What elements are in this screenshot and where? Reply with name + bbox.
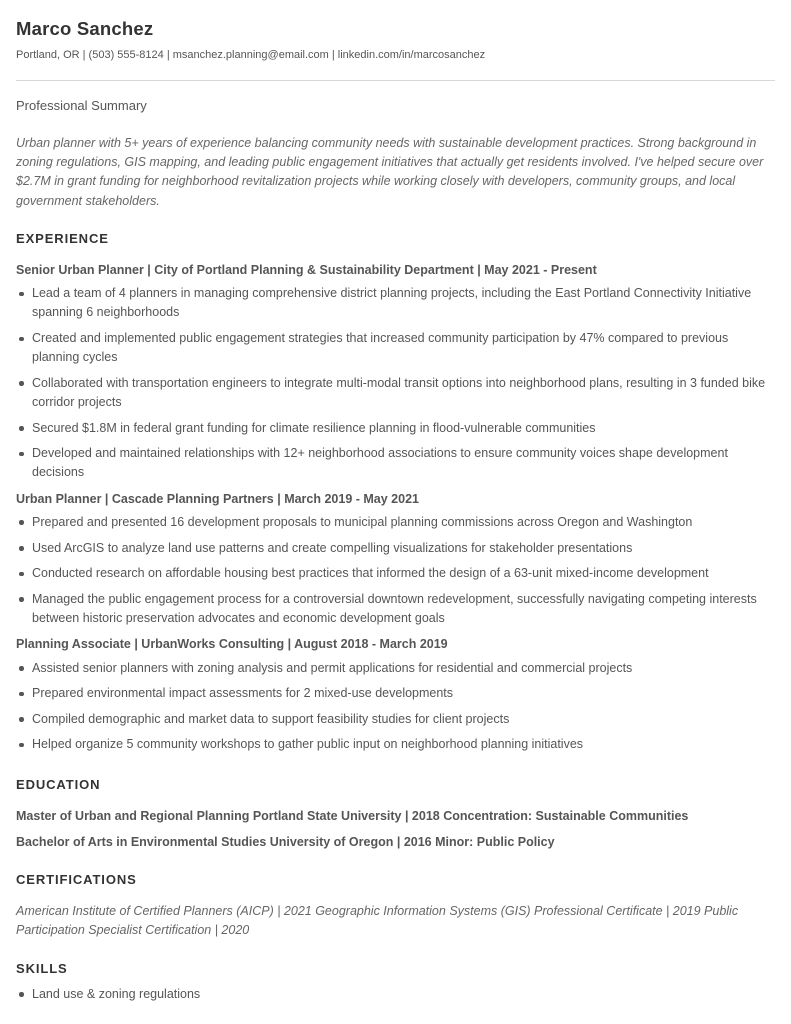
list-item: Developed and maintained relationships with 12+ neighborhood associations to ensure community voices shape development decisions bbox=[16, 444, 775, 482]
list-item: Compiled demographic and market data to support feasibility studies for client projects bbox=[16, 710, 775, 729]
skills-list bbox=[16, 985, 775, 1004]
education-item: Master of Urban and Regional Planning Portland State University | 2018 Concentration: Sustainable Communities bbox=[16, 808, 689, 823]
list-item: Lead a team of 4 planners in managing comprehensive district planning projects, including the East Portland Connectivity Initiative spanning 6 neighborhoods bbox=[16, 284, 775, 322]
job-bullets bbox=[16, 659, 775, 755]
job-heading: Planning Associate | UrbanWorks Consulting | August 2018 - March 2019 bbox=[16, 637, 448, 652]
contact-info: Portland, OR | (503) 555-8124 | msanchez.planning@email.com | linkedin.com/in/marcosanchez bbox=[16, 49, 486, 61]
job-urban-planner bbox=[16, 491, 775, 629]
education-item: Bachelor of Arts in Environmental Studies University of Oregon | 2016 Minor: Public Policy bbox=[16, 834, 555, 849]
job-senior-urban-planner bbox=[16, 262, 775, 483]
job-bullets bbox=[16, 284, 775, 482]
certifications-text: American Institute of Certified Planners (AICP) | 2021 Geographic Information Systems (GIS) Professional Certificate | 2019 Public Participation Specialist Certification | 2020 bbox=[16, 903, 739, 937]
list-item: Conducted research on affordable housing best practices that informed the design of a 63-unit mixed-income development bbox=[16, 564, 775, 583]
certifications-section-title: CERTIFICATIONS bbox=[16, 871, 137, 887]
list-item: Prepared environmental impact assessments for 2 mixed-use developments bbox=[16, 684, 775, 703]
list-item: Land use & zoning regulations bbox=[16, 985, 775, 1004]
list-item: Assisted senior planners with zoning analysis and permit applications for residential and commercial projects bbox=[16, 659, 775, 678]
education-section-title: EDUCATION bbox=[16, 776, 101, 792]
skills-section-title: SKILLS bbox=[16, 960, 68, 976]
job-bullets bbox=[16, 513, 775, 628]
candidate-name: Marco Sanchez bbox=[16, 18, 154, 39]
job-heading: Urban Planner | Cascade Planning Partners | March 2019 - May 2021 bbox=[16, 491, 419, 506]
list-item: Helped organize 5 community workshops to gather public input on neighborhood planning initiatives bbox=[16, 735, 775, 754]
list-item: Prepared and presented 16 development proposals to municipal planning commissions across Oregon and Washington bbox=[16, 513, 775, 532]
list-item: Secured $1.8M in federal grant funding for climate resilience planning in flood-vulnerable communities bbox=[16, 419, 775, 438]
job-heading: Senior Urban Planner | City of Portland Planning & Sustainability Department | May 2021 - Present bbox=[16, 262, 597, 277]
job-planning-associate bbox=[16, 636, 775, 754]
list-item: Collaborated with transportation engineers to integrate multi-modal transit options into neighborhood plans, resulting in 3 funded bike corridor projects bbox=[16, 374, 775, 412]
list-item: Created and implemented public engagement strategies that increased community participation by 47% compared to previous planning cycles bbox=[16, 329, 775, 367]
summary-title: Professional Summary bbox=[16, 98, 147, 113]
header-divider bbox=[16, 80, 775, 81]
list-item: Used ArcGIS to analyze land use patterns and create compelling visualizations for stakeholder presentations bbox=[16, 539, 775, 558]
experience-section-title: EXPERIENCE bbox=[16, 230, 109, 246]
summary-text: Urban planner with 5+ years of experience balancing community needs with sustainable development practices. Strong background in zoning regulations, GIS mapping, and leading public engagement initiatives that actually get residents involved. I've helped secure over $2.7M in grant funding for neighborhood revitalization projects while working closely with developers, community groups, and local government stakeholders. bbox=[16, 136, 764, 208]
list-item: Managed the public engagement process for a controversial downtown redevelopment, successfully navigating competing interests between historic preservation advocates and economic development goals bbox=[16, 590, 775, 628]
